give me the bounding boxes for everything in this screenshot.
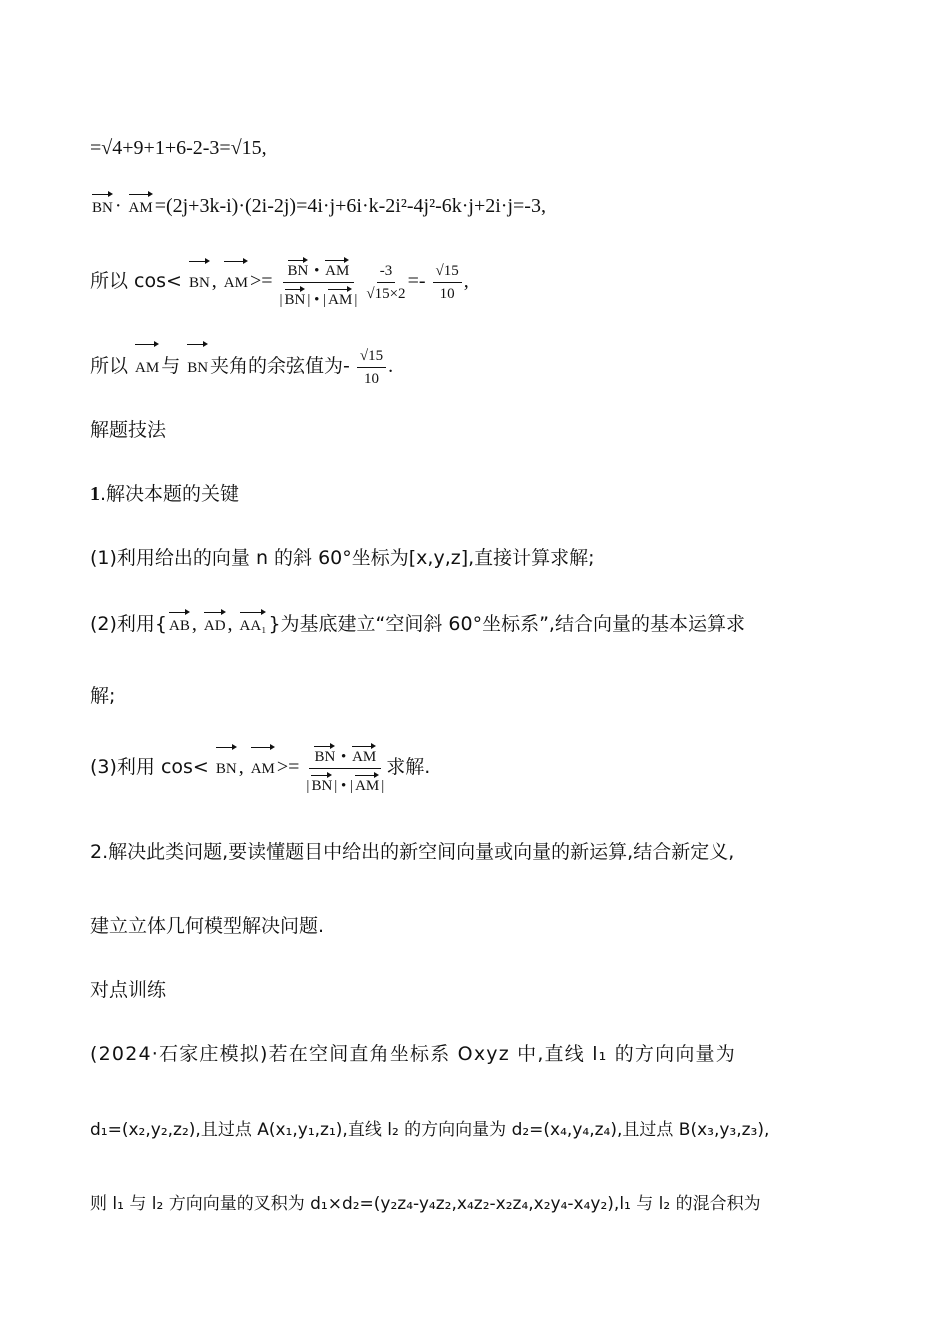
text-segment: =- <box>407 270 426 293</box>
point-2: 2.解决此类问题,要读懂题目中给出的新空间向量或向量的新运算,结合新定义, <box>90 841 735 863</box>
fraction-denominator: 10 <box>364 370 380 387</box>
vector-bn: BN <box>92 190 113 220</box>
point-1-heading <box>90 482 239 506</box>
vector-bn: BN <box>216 743 237 789</box>
cosine-fraction <box>306 742 384 795</box>
vector-am: AM <box>328 285 352 309</box>
vector-bn: BN <box>311 771 332 795</box>
fraction-numerator <box>309 742 381 769</box>
text-segment: (3)利用 cos< <box>90 756 209 779</box>
dot-symbol: • <box>314 263 320 279</box>
text-segment: . <box>388 355 394 377</box>
text-segment: 所以 <box>90 355 129 377</box>
vector-bn: BN <box>314 742 335 766</box>
abs-bar: | <box>279 292 283 308</box>
item-2 <box>90 608 745 638</box>
abs-bar: | <box>306 778 310 794</box>
item-2-continued: 解; <box>90 685 116 707</box>
abs-bar: | <box>350 778 354 794</box>
vector-am: AM <box>251 743 275 789</box>
item-1: (1)利用给出的向量 n 的斜 60°坐标为[x,y,z],直接计算求解; <box>90 547 595 569</box>
equation-text: =√4+9+1+6-2-3=√15, <box>90 137 267 159</box>
problem-line-1: (2024·石家庄模拟)若在空间直角坐标系 Oxyz 中,直线 l₁ 的方向向量为 <box>90 1043 736 1065</box>
vector-bn: BN <box>285 285 306 309</box>
result-fraction <box>433 262 462 303</box>
text-segment: >= <box>276 756 300 779</box>
vector-am: AM <box>224 257 248 303</box>
text-segment: }为基底建立“空间斜 60°坐标系”,结合向量的基本运算求 <box>268 613 745 635</box>
text-segment: (2)利用{ <box>90 613 168 635</box>
vector-bn: BN <box>187 340 208 390</box>
comma: , <box>211 270 217 293</box>
dot-symbol: • <box>341 778 347 794</box>
abs-bar: | <box>381 778 385 794</box>
fraction-numerator: √15 <box>357 347 386 368</box>
vector-bn: BN <box>189 257 210 303</box>
section-heading-practice: 对点训练 <box>90 979 167 1001</box>
dot-symbol: • <box>314 292 320 308</box>
fraction-denominator: √15×2 <box>366 286 406 302</box>
vector-am: AM <box>352 742 376 766</box>
abs-bar: | <box>323 292 327 308</box>
text-segment: >= <box>249 270 273 293</box>
text-segment: 所以 cos< <box>90 270 182 293</box>
abs-bar: | <box>307 292 311 308</box>
value-fraction <box>366 262 405 303</box>
point-number: 1 <box>90 483 100 505</box>
text-segment: , <box>463 270 469 293</box>
fraction-numerator: √15 <box>433 262 462 283</box>
fraction-denominator <box>306 769 384 795</box>
vector-am: AM <box>355 771 379 795</box>
dot-symbol: • <box>341 749 347 765</box>
cosine-fraction <box>280 256 358 309</box>
comma: , <box>238 756 244 779</box>
vector-am: AM <box>129 190 153 220</box>
vector-ad: AD <box>204 608 226 638</box>
vector-am: AM <box>135 340 159 390</box>
text-segment: 与 <box>161 355 181 377</box>
point-text: .解决本题的关键 <box>100 483 240 505</box>
vector-ab: AB <box>169 608 190 638</box>
abs-bar: | <box>354 292 358 308</box>
fraction-denominator: 10 <box>439 286 455 302</box>
equation-line-3 <box>90 256 469 309</box>
comma: , <box>191 613 197 635</box>
vector-am: AM <box>325 256 349 280</box>
point-2-continued: 建立立体几何模型解决问题. <box>90 915 325 937</box>
problem-line-3: 则 l₁ 与 l₂ 方向向量的叉积为 d₁×d₂=(y₂z₄-y₄z₂,x₄z₂-x₂z₄,x₂y₄-x₄y₂),l₁ 与 l₂ 的混合积为 <box>90 1194 761 1214</box>
comma: , <box>227 613 233 635</box>
fraction-numerator <box>283 256 355 283</box>
abs-bar: | <box>334 778 338 794</box>
vector-aa1: AA₁ <box>240 608 267 638</box>
vector-bn: BN <box>288 256 309 280</box>
equation-line-4 <box>90 340 393 390</box>
fraction-numerator: -3 <box>377 262 396 283</box>
text-segment: 夹角的余弦值为- <box>210 355 350 377</box>
item-3 <box>90 742 430 795</box>
text-segment: 求解. <box>386 756 431 779</box>
equation-text: =(2j+3k-i)·(2i-2j)=4i·j+6i·k-2i²-4j²-6k·j+2i·j=-3, <box>154 195 546 217</box>
section-heading-technique: 解题技法 <box>90 419 167 441</box>
dot-symbol: · <box>114 195 122 217</box>
problem-line-2: d₁=(x₂,y₂,z₂),且过点 A(x₁,y₁,z₁),直线 l₂ 的方向向量为 d₂=(x₄,y₄,z₄),且过点 B(x₃,y₃,z₃), <box>90 1120 770 1140</box>
equation-line-1 <box>90 136 267 160</box>
equation-line-2 <box>90 190 546 220</box>
fraction-denominator <box>280 283 358 309</box>
answer-fraction <box>357 347 386 388</box>
